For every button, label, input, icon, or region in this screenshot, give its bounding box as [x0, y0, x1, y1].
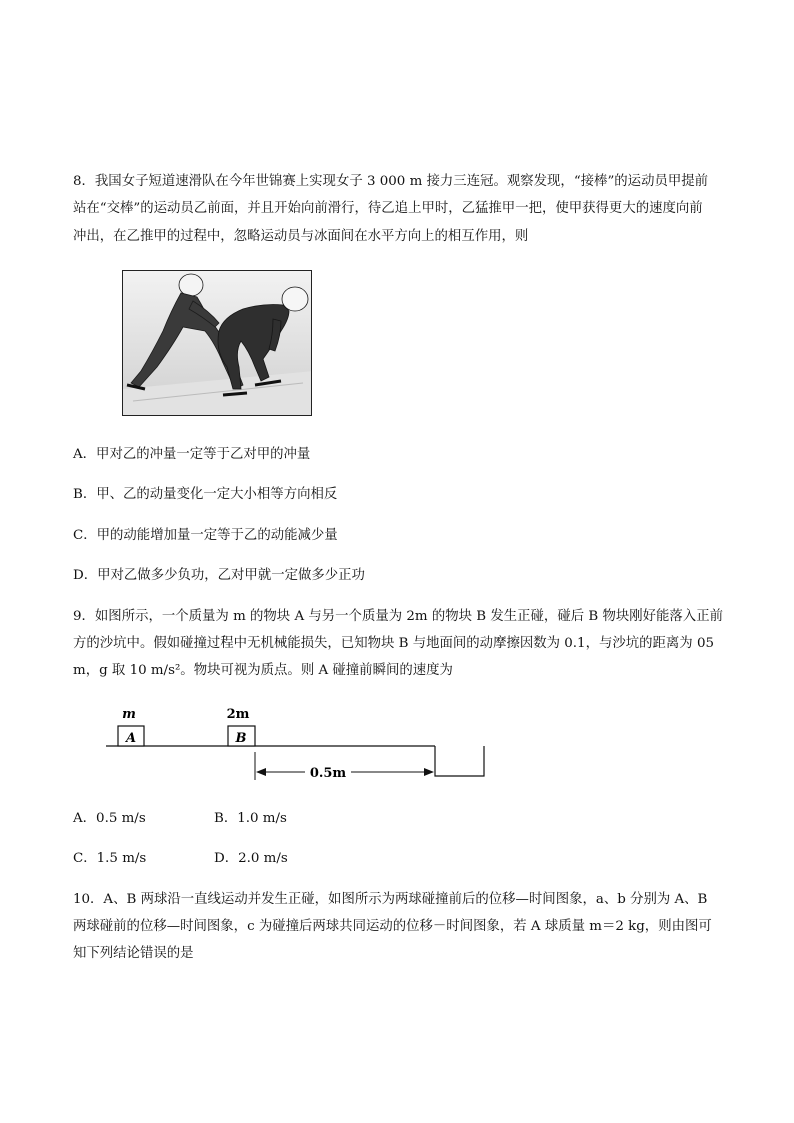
- q9-line-3: m，g 取 10 m/s²。物块可视为质点。则 A 碰撞前瞬间的速度为: [73, 663, 453, 678]
- q8-option-b: B．甲、乙的动量变化一定大小相等方向相反: [73, 487, 338, 502]
- mass-m-label: m: [122, 707, 136, 722]
- q9-option-d: D．2.0 m/s: [214, 851, 288, 866]
- block-a-label: A: [125, 731, 137, 746]
- q10-line-3: 知下列结论错误的是: [73, 946, 194, 961]
- q8-line-2: 站在“交棒”的运动员乙前面，并且开始向前滑行，待乙追上甲时，乙猛推甲一把，使甲获得更大的速度向前: [73, 201, 703, 216]
- q8-option-a: A．甲对乙的冲量一定等于乙对甲的冲量: [73, 447, 311, 462]
- q9-line-1: 9．如图所示，一个质量为 m 的物块 A 与另一个质量为 2m 的物块 B 发生正碰，碰后 B 物块刚好能落入正前: [73, 609, 723, 624]
- arrow-head-left-icon: [256, 768, 266, 776]
- q9-option-b: B．1.0 m/s: [214, 811, 287, 826]
- q8-option-d: D．甲对乙做多少负功，乙对甲就一定做多少正功: [73, 568, 365, 583]
- speed-skaters-photo: [122, 270, 312, 416]
- block-b-label: B: [235, 731, 247, 746]
- q9-option-a: A．0.5 m/s: [73, 811, 146, 826]
- q8-line-1: 8．我国女子短道速滑队在今年世锦赛上实现女子 3 000 m 接力三连冠。观察发现，“接棒”的运动员甲提前: [73, 174, 709, 189]
- mass-2m-label: 2m: [226, 707, 250, 722]
- q10-line-1: 10．A、B 两球沿一直线运动并发生正碰，如图所示为两球碰撞前后的位移—时间图象，a、b 分别为 A、B: [73, 892, 708, 907]
- collision-diagram: [100, 700, 500, 790]
- q8-line-3: 冲出，在乙推甲的过程中，忽略运动员与冰面间在水平方向上的相互作用，则: [73, 229, 529, 244]
- q9-line-2: 方的沙坑中。假如碰撞过程中无机械能损失，已知物块 B 与地面间的动摩擦因数为 0.1，与沙坑的距离为 05: [73, 636, 714, 651]
- arrow-head-right-icon: [424, 768, 434, 776]
- q9-option-c: C．1.5 m/s: [73, 851, 147, 866]
- distance-label: 0.5m: [309, 766, 347, 781]
- speed-skaters-illustration: [123, 271, 312, 416]
- sand-pit: [435, 746, 484, 776]
- q10-line-2: 两球碰前的位移—时间图象，c 为碰撞后两球共同运动的位移－时间图象，若 A 球质量 m＝2 kg，则由图可: [73, 919, 712, 934]
- q8-option-c: C．甲的动能增加量一定等于乙的动能减少量: [73, 528, 338, 543]
